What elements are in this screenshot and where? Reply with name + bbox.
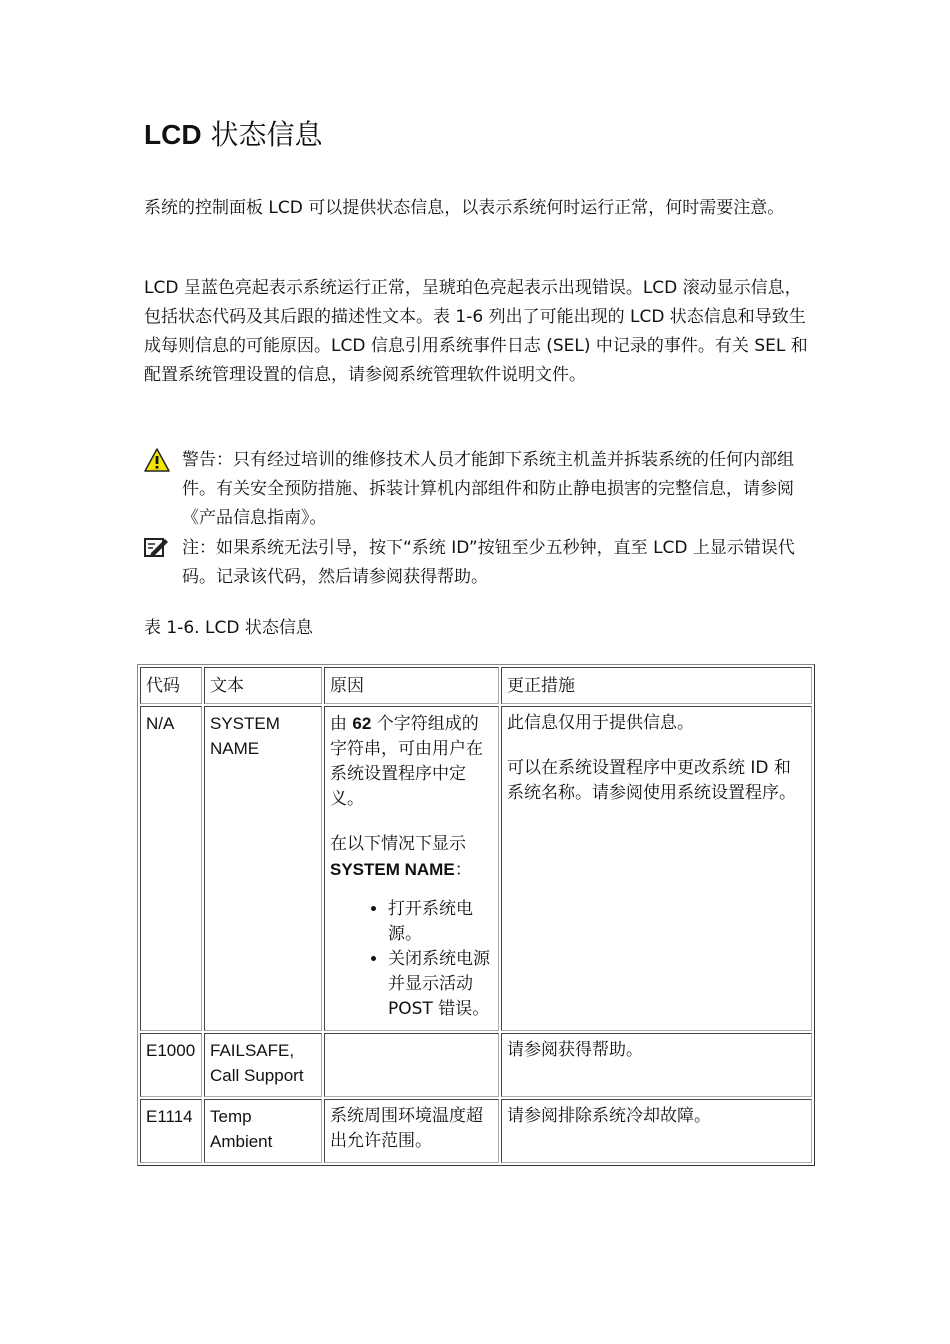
table-row	[140, 1033, 812, 1097]
header-text: 文本	[204, 667, 322, 704]
detail-paragraph: LCD 呈蓝色亮起表示系统运行正常，呈琥珀色亮起表示出现错误。LCD 滚动显示信息，包括状态代码及其后跟的描述性文本。表 1-6 列出了可能出现的 LCD 状态信息和导致生成每则信息的可能原因。LCD 信息引用系统事件日志 (SEL) 中记录的事件。有关 SEL 和配置系统管理设置的信息，请参阅系统管理软件说明文件。	[144, 278, 808, 385]
warning-text: 警告：只有经过培训的维修技术人员才能卸下系统主机盖并拆装系统的任何内部组件。有关安全预防措施、拆装计算机内部组件和防止静电损害的完整信息，请参阅《产品信息指南》。	[182, 450, 794, 528]
note-pencil-icon	[144, 536, 170, 560]
action-paragraph: 此信息仅用于提供信息。	[507, 713, 694, 733]
note-text: 注：如果系统无法引导，按下“系统 ID”按钮至少五秒钟，直至 LCD 上显示错误代码。记录该代码，然后请参阅获得帮助。	[182, 538, 795, 587]
note-callout	[144, 534, 814, 592]
cause-text: 个字符组成的字符串，可由用户在系统设置程序中定义。	[330, 714, 483, 809]
cause-paragraph	[330, 832, 493, 883]
row-text: Temp Ambient	[204, 1099, 322, 1163]
header-action: 更正措施	[501, 667, 812, 704]
row-action	[501, 706, 812, 1031]
row-cause	[324, 1033, 499, 1097]
header-cause: 原因	[324, 667, 499, 704]
row-code: E1000	[140, 1033, 202, 1097]
warning-callout	[144, 446, 814, 533]
header-code: 代码	[140, 667, 202, 704]
row-action: 请参阅获得帮助。	[501, 1033, 812, 1097]
intro-paragraph: 系统的控制面板 LCD 可以提供状态信息，以表示系统何时运行正常，何时需要注意。	[144, 198, 785, 218]
action-paragraph: 可以在系统设置程序中更改系统 ID 和系统名称。请参阅使用系统设置程序。	[507, 758, 796, 803]
row-code: N/A	[140, 706, 202, 1031]
lcd-status-table	[137, 664, 815, 1166]
row-text: FAILSAFE, Call Support	[204, 1033, 322, 1097]
table-row	[140, 706, 812, 1031]
cause-paragraph	[330, 711, 493, 812]
table-row	[140, 1099, 812, 1163]
row-code: E1114	[140, 1099, 202, 1163]
row-action: 请参阅排除系统冷却故障。	[501, 1099, 812, 1163]
page-title	[144, 118, 322, 152]
warning-triangle-icon	[144, 448, 170, 472]
page-title-rest: 状态信息	[201, 118, 323, 151]
row-text: SYSTEM NAME	[204, 706, 322, 1031]
cause-list	[330, 897, 493, 1022]
cause-text: 由	[330, 714, 353, 734]
cause-number: 62	[352, 714, 372, 733]
table-caption: 表 1-6. LCD 状态信息	[144, 618, 313, 638]
cause-text: ：	[454, 860, 472, 880]
list-item: • 打开系统电源。	[388, 897, 493, 947]
cause-text: 在以下情况下显示	[330, 834, 466, 854]
cause-bold-text: SYSTEM NAME	[330, 860, 455, 879]
row-cause	[324, 706, 499, 1031]
list-item: • 关闭系统电源并显示活动 POST 错误。	[388, 947, 493, 1022]
row-cause: 系统周围环境温度超出允许范围。	[324, 1099, 499, 1163]
page-title-latin: LCD	[144, 119, 202, 150]
table-header-row	[140, 667, 812, 704]
